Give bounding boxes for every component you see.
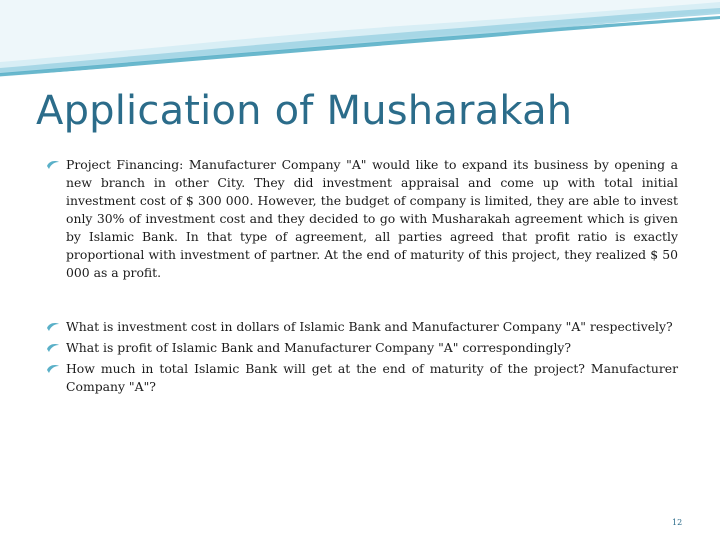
bullet-swoosh-icon [46, 342, 60, 354]
page-number: 12 [672, 518, 683, 527]
bullet-swoosh-icon [46, 363, 60, 375]
bullet-text: What is investment cost in dollars of Islamic Bank and Manufacturer Company "A" respectively? [66, 319, 673, 334]
bullet-swoosh-icon [46, 321, 60, 333]
header-wave-decoration [0, 0, 720, 90]
bullet-item-question-1 [46, 318, 678, 336]
bullet-text: What is profit of Islamic Bank and Manufacturer Company "A" correspondingly? [66, 340, 572, 355]
slide-title: Application of Musharakah [36, 88, 573, 134]
question-bullet-list [46, 318, 678, 399]
bullet-text: How much in total Islamic Bank will get at the end of maturity of the project? Manufacturer Company "A"? [66, 361, 678, 394]
bullet-item-question-2 [46, 339, 678, 357]
main-bullet-list [46, 156, 678, 282]
bullet-item-question-3 [46, 360, 678, 396]
bullet-swoosh-icon [46, 159, 60, 171]
bullet-item-project-financing [46, 156, 678, 282]
bullet-text: Project Financing: Manufacturer Company "A" would like to expand its business by opening a new branch in other City. They did investment appraisal and come up with total initial investment cost of $ 300 000. However, the budget of company is limited, they are able to invest only 30% of investment cost and they decided to go with Musharakah agreement which is given by Islamic Bank. In that type of agreement, all parties agreed that profit ratio is exactly proportional with investment of partner. At the end of maturity of this project, they realized $ 50 000 as a profit. [66, 157, 678, 280]
